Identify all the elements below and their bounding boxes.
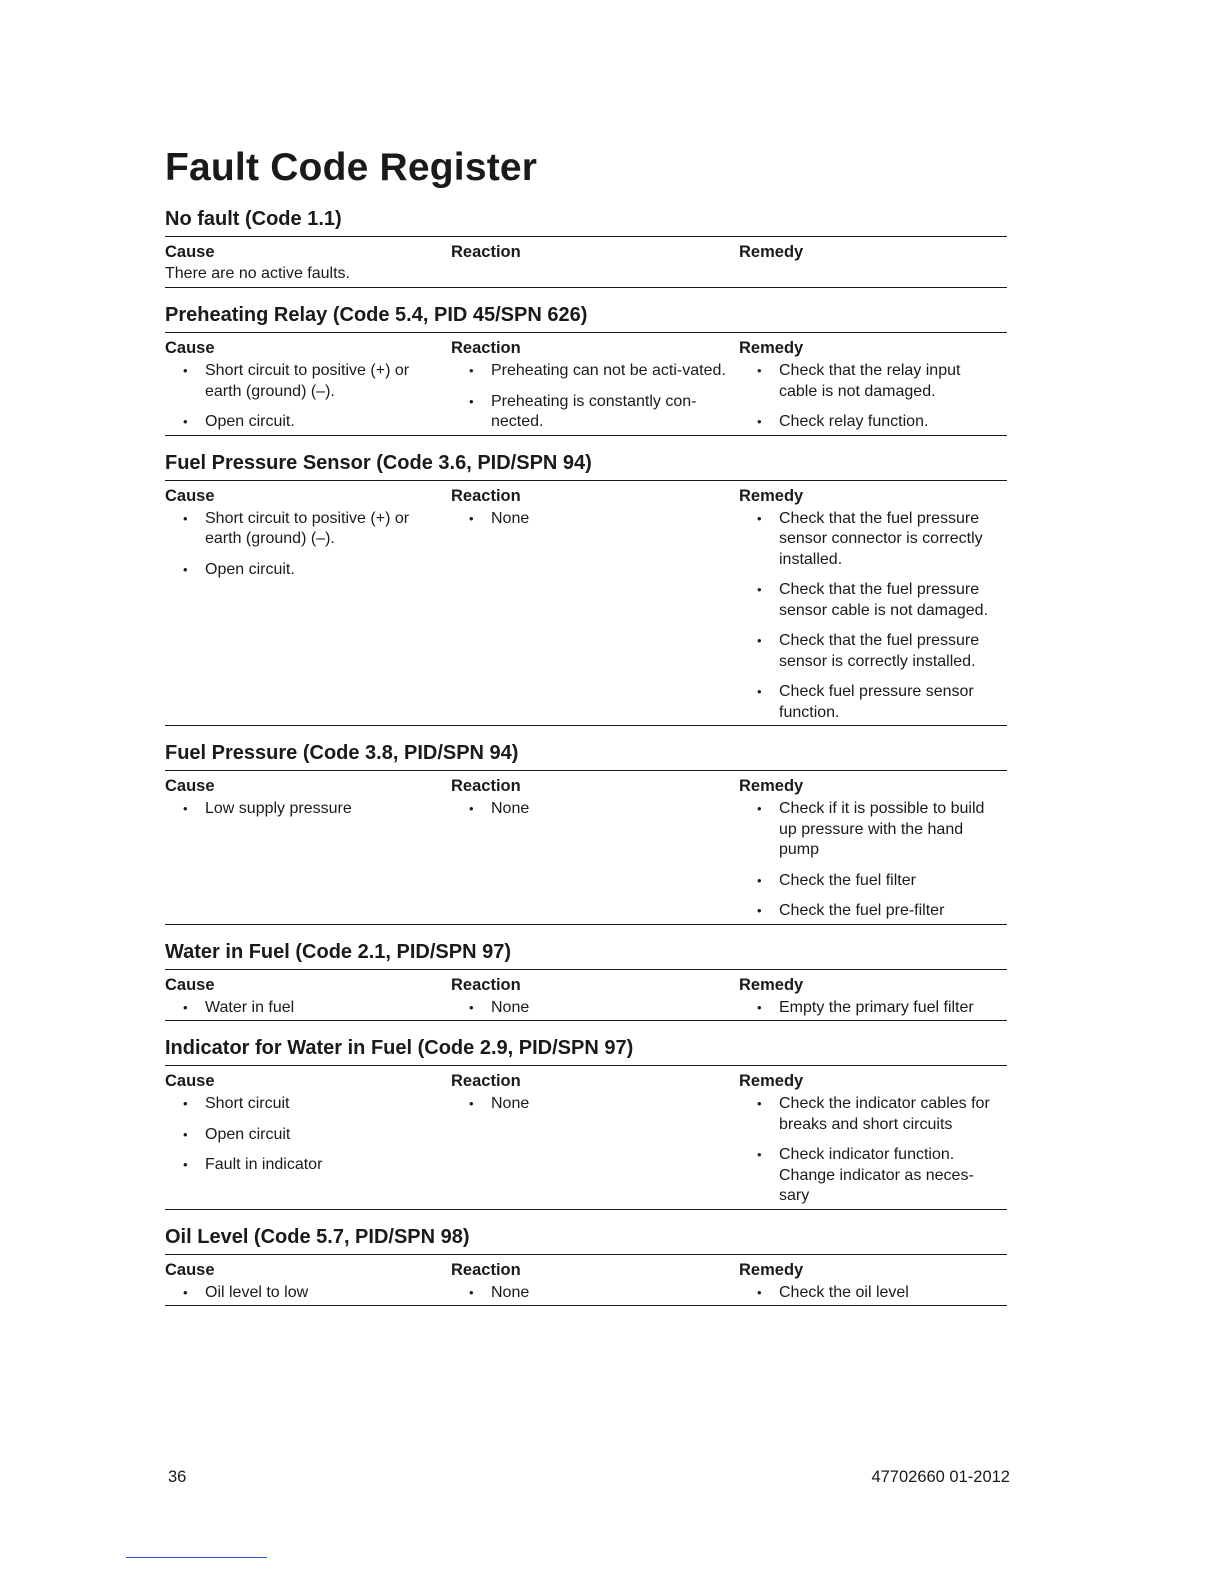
remedy-item: • Check indicator function. Change indicator as neces-sary (739, 1145, 1007, 1207)
cause-item: • Fault in indicator (165, 1155, 451, 1176)
fault-section (165, 1224, 1007, 1307)
cause-column (165, 1070, 451, 1207)
fault-table (165, 969, 1007, 1022)
cause-header: Cause (165, 243, 215, 261)
remedy-column (739, 1070, 1007, 1207)
remedy-header: Remedy (739, 1260, 804, 1279)
reaction-item: • Preheating can not be acti-vated. (451, 361, 739, 382)
remedy-item: • Check if it is possible to build up pressure with the hand pump (739, 799, 1007, 861)
fault-section (165, 939, 1007, 1022)
section-title: Fuel Pressure (Code 3.8, PID/SPN 94) (165, 742, 519, 764)
cause-column (165, 485, 451, 724)
reaction-item: • None (451, 1094, 739, 1115)
page-number: 36 (168, 1468, 187, 1486)
remedy-column (739, 1259, 1007, 1304)
cause-item: • Oil level to low (165, 1283, 451, 1304)
remedy-list (739, 361, 1007, 433)
reaction-list (451, 361, 739, 433)
remedy-list (739, 509, 1007, 724)
remedy-list (739, 799, 1007, 922)
remedy-header: Remedy (739, 975, 804, 994)
fault-section (165, 740, 1007, 925)
remedy-list (739, 998, 1007, 1019)
document-reference: 47702660 01-2012 (871, 1468, 1010, 1486)
cause-header: Cause (165, 339, 215, 357)
reaction-header: Reaction (451, 243, 521, 261)
remedy-header: Remedy (739, 777, 804, 795)
cause-list (165, 1094, 451, 1176)
reaction-column (451, 974, 739, 1019)
section-title: No fault (Code 1.1) (165, 208, 342, 230)
remedy-item: • Check that the relay input cable is not damaged. (739, 361, 1007, 402)
cause-header: Cause (165, 486, 215, 505)
remedy-item: • Check the oil level (739, 1283, 1007, 1304)
cause-item: • Short circuit (165, 1094, 451, 1115)
reaction-header: Reaction (451, 486, 521, 505)
remedy-column (739, 775, 1007, 922)
cause-item: • Open circuit. (165, 560, 451, 581)
cause-item: • Water in fuel (165, 998, 451, 1019)
cause-item: • Open circuit (165, 1125, 451, 1146)
fault-table (165, 1254, 1007, 1307)
page-title: Fault Code Register (165, 146, 538, 189)
cause-item: • Short circuit to positive (+) or earth (ground) (–). (165, 361, 451, 402)
cause-column (165, 241, 451, 285)
section-title: Indicator for Water in Fuel (Code 2.9, PID/SPN 97) (165, 1037, 634, 1059)
remedy-item: • Check the indicator cables for breaks and short circuits (739, 1094, 1007, 1135)
remedy-item: • Check relay function. (739, 412, 1007, 433)
cause-header: Cause (165, 1072, 215, 1090)
remedy-header: Remedy (739, 243, 804, 261)
reaction-list (451, 998, 739, 1019)
reaction-item: • Preheating is constantly con-nected. (451, 392, 739, 433)
reaction-item: • None (451, 799, 739, 820)
cause-text: There are no active faults. (165, 265, 350, 282)
remedy-item: • Check the fuel pre-filter (739, 901, 1007, 922)
fault-section (165, 450, 1007, 727)
reaction-header: Reaction (451, 1260, 521, 1279)
cause-item: • Low supply pressure (165, 799, 451, 820)
reaction-column (451, 337, 739, 433)
cause-header: Cause (165, 777, 215, 795)
remedy-item: • Check the fuel filter (739, 871, 1007, 892)
section-title: Preheating Relay (Code 5.4, PID 45/SPN 626) (165, 304, 588, 326)
reaction-item: • None (451, 509, 739, 530)
cause-header: Cause (165, 975, 215, 994)
fault-table (165, 1065, 1007, 1210)
remedy-item: • Empty the primary fuel filter (739, 998, 1007, 1019)
cause-column (165, 775, 451, 922)
remedy-column (739, 241, 1007, 285)
remedy-list (739, 1094, 1007, 1207)
remedy-column (739, 974, 1007, 1019)
fault-code-list (165, 206, 1007, 1320)
fault-table (165, 332, 1007, 436)
fault-sections (165, 302, 1007, 1306)
cause-list (165, 509, 451, 581)
remedy-item: • Check that the fuel pressure sensor cable is not damaged. (739, 580, 1007, 621)
remedy-column (739, 485, 1007, 724)
reaction-header: Reaction (451, 339, 521, 357)
cause-list (165, 998, 451, 1019)
remedy-header: Remedy (739, 339, 804, 357)
reaction-column (451, 775, 739, 922)
fault-section-no-fault (165, 206, 1007, 288)
remedy-header: Remedy (739, 486, 804, 505)
reaction-column (451, 1070, 739, 1207)
cause-list (165, 799, 451, 820)
section-title: Oil Level (Code 5.7, PID/SPN 98) (165, 1225, 470, 1248)
reaction-item: • None (451, 998, 739, 1019)
cause-column (165, 974, 451, 1019)
fault-table (165, 770, 1007, 925)
reaction-list (451, 799, 739, 820)
cause-list (165, 361, 451, 433)
remedy-item: • Check that the fuel pressure sensor connector is correctly installed. (739, 509, 1007, 571)
remedy-column (739, 337, 1007, 433)
cause-item: • Open circuit. (165, 412, 451, 433)
cause-column (165, 1259, 451, 1304)
reaction-list (451, 1283, 739, 1304)
reaction-list (451, 509, 739, 530)
reaction-column (451, 1259, 739, 1304)
fault-table (165, 236, 1007, 288)
remedy-item: • Check fuel pressure sensor function. (739, 682, 1007, 723)
reaction-header: Reaction (451, 1072, 521, 1090)
reaction-header: Reaction (451, 975, 521, 994)
reaction-header: Reaction (451, 777, 521, 795)
cause-list (165, 1283, 451, 1304)
reaction-column (451, 241, 739, 285)
footnote-rule (126, 1557, 267, 1558)
section-title: Fuel Pressure Sensor (Code 3.6, PID/SPN 94) (165, 451, 592, 474)
fault-table (165, 480, 1007, 727)
fault-section (165, 302, 1007, 436)
fault-section (165, 1035, 1007, 1210)
reaction-item: • None (451, 1283, 739, 1304)
cause-column (165, 337, 451, 433)
remedy-item: • Check that the fuel pressure sensor is correctly installed. (739, 631, 1007, 672)
cause-header: Cause (165, 1260, 215, 1279)
remedy-list (739, 1283, 1007, 1304)
cause-item: • Short circuit to positive (+) or earth (ground) (–). (165, 509, 451, 550)
section-title: Water in Fuel (Code 2.1, PID/SPN 97) (165, 940, 511, 963)
remedy-header: Remedy (739, 1072, 804, 1090)
reaction-column (451, 485, 739, 724)
reaction-list (451, 1094, 739, 1115)
